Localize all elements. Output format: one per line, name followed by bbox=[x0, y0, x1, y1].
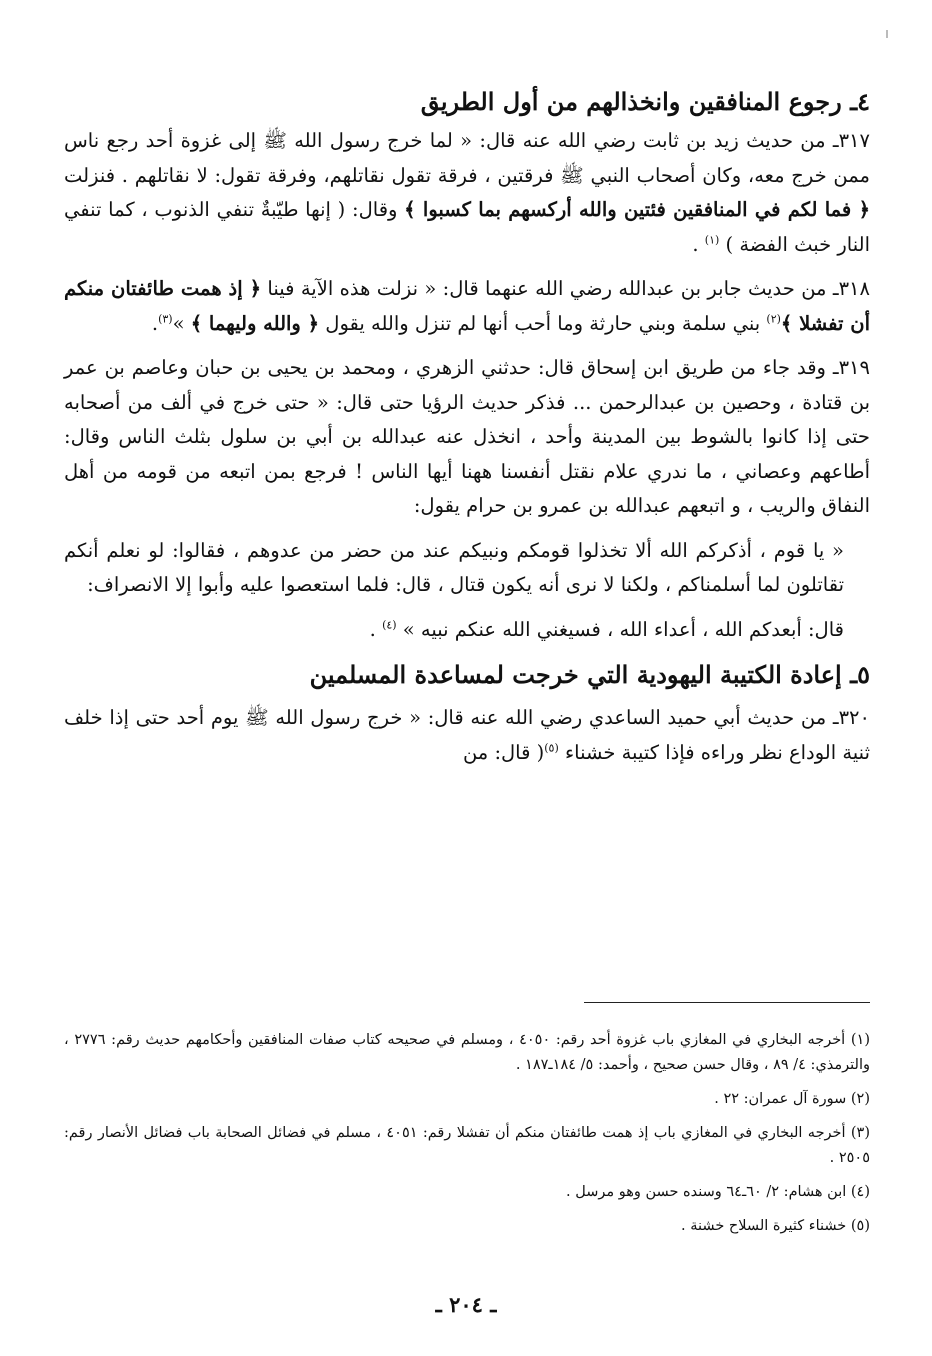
hadith-318-middle: بني سلمة وبني حارثة وما أحب أنها لم تنزل والله يقول bbox=[319, 311, 767, 335]
page-number: ـ ٢٠٤ ـ bbox=[435, 1292, 497, 1317]
hadith-319-closing-end: . bbox=[369, 617, 383, 641]
footnote-ref-2[interactable]: (٢) bbox=[766, 312, 781, 325]
hadith-319-closing bbox=[64, 613, 870, 648]
footnote-3: (٣) أخرجه البخاري في المغازي باب إذ همت طائفتان منكم أن تفشلا رقم: ٤٠٥١ ، مسلم في فضائل الصحابة باب فضائل الأنصار رقم: ٢٥٠٥ . bbox=[64, 1125, 870, 1166]
footnote-ref-4[interactable]: (٤) bbox=[382, 618, 397, 631]
footnote-ref-3[interactable]: (٣) bbox=[158, 312, 173, 325]
hadith-317-tail: وقال: ( إنها طيّبةٌ تنفي الذنوب ، كما تنفي النار خبث الفضة ) bbox=[64, 198, 870, 256]
hadith-320 bbox=[64, 701, 870, 770]
footnote-1: (١) أخرجه البخاري في المغازي باب غزوة أحد رقم: ٤٠٥٠ ، ومسلم في صحيحه كتاب صفات المنافقين وأحكامهم حديث رقم: ٢٧٧٦ ، والترمذي: ٤/ ٨٩ ، وقال حسن صحيح ، وأحمد: ٥/ ١٨٤ـ١٨٧ . bbox=[64, 1032, 871, 1073]
hadith-319-speech: « يا قوم ، أذكركم الله ألا تخذلوا قومكم ونبيكم عند من حضر من عدوهم ، فقالوا: لو نعلم أنكم تقاتلون لما أسلمناكم ، ولكنا لا نرى أنه يكون قتال ، قال: فلما استعصوا عليه وأبوا إلا الانصراف: bbox=[64, 538, 844, 596]
section-5-heading: ٥ـ إعادة الكتيبة اليهودية التي خرجت لمساعدة المسلمين bbox=[309, 660, 870, 689]
hadith-317-end: . bbox=[692, 232, 705, 256]
hadith-318 bbox=[64, 272, 870, 341]
scan-mark bbox=[886, 30, 888, 38]
hadith-318-quran-quote: ﴿ إذ همت طائفتان منكم أن تفشلا ﴾ bbox=[64, 277, 870, 335]
hadith-318-quran-quote-2: ﴿ والله وليهما ﴾ bbox=[190, 311, 320, 335]
section-4-heading: ٤ـ رجوع المنافقين وانخذالهم من أول الطريق bbox=[420, 87, 870, 116]
footnote-2: (٢) سورة آل عمران: ٢٢ . bbox=[714, 1091, 870, 1107]
footnote-5: (٥) خشناء كثيرة السلاح خشنة . bbox=[681, 1218, 870, 1234]
footnote-ref-5[interactable]: (٥) bbox=[544, 741, 559, 754]
hadith-318-lead: ٣١٨ـ من حديث جابر بن عبدالله رضي الله عنهما قال: « نزلت هذه الآية فينا bbox=[261, 277, 870, 300]
hadith-318-tail: » bbox=[172, 311, 191, 335]
hadith-320-lead: ٣٢٠ـ من حديث أبي حميد الساعدي رضي الله عنه قال: « خرج رسول الله ﷺ يوم أحد حتى إذا خلف ثنية الوداع نظر وراءه فإذا كتيبة خشناء bbox=[64, 706, 870, 764]
hadith-318-end: . bbox=[151, 311, 159, 335]
hadith-320-tail: ( قال: من bbox=[462, 740, 545, 764]
main-text bbox=[64, 84, 870, 780]
hadith-317-lead: ٣١٧ـ من حديث زيد بن ثابت رضي الله عنه قال: « لما خرج رسول الله ﷺ إلى غزوة أحد رجع ناس ممن خرج معه، وكان أصحاب النبي ﷺ فرقتين ، فرقة تقول نقاتلهم، وفرقة تقول: لا نقاتلهم . فنزلت bbox=[64, 129, 870, 187]
footnotes bbox=[64, 1028, 870, 1248]
footnote-separator bbox=[584, 1002, 870, 1003]
hadith-317-quran-quote: ﴿ فما لكم في المنافقين فئتين والله أركسهم بما كسبوا ﴾ bbox=[404, 198, 870, 221]
hadith-319: ٣١٩ـ وقد جاء من طريق ابن إسحاق قال: حدثني الزهري ، ومحمد بن يحيى بن حبان وعاصم بن عمر بن قتادة ، وحصين بن عبدالرحمن ... فذكر حديث الرؤيا حتى قال: « حتى خرج في ألف من أصحابه حتى إذا كانوا بالشوط بين المدينة وأحد ، انخذل عنه عبدالله بن أبي بن سلول بثلث الناس وقال: أطاعهم وعصاني ، ما ندري علام نقتل أنفسنا ههنا أيها الناس ! فرجع بمن اتبعه من قومه من أهل النفاق والريب ، و اتبعهم عبدالله بن عمرو بن حرام يقول: bbox=[64, 356, 870, 517]
footnote-ref-1[interactable]: (١) bbox=[704, 233, 720, 246]
footnote-4: (٤) ابن هشام: ٢/ ٦٠ـ٦٤ وسنده حسن وهو مرسل . bbox=[566, 1184, 870, 1200]
hadith-317 bbox=[64, 124, 870, 262]
hadith-319-closing-text: قال: أبعدكم الله ، أعداء الله ، فسيغني الله عنكم نبيه » bbox=[396, 617, 844, 641]
